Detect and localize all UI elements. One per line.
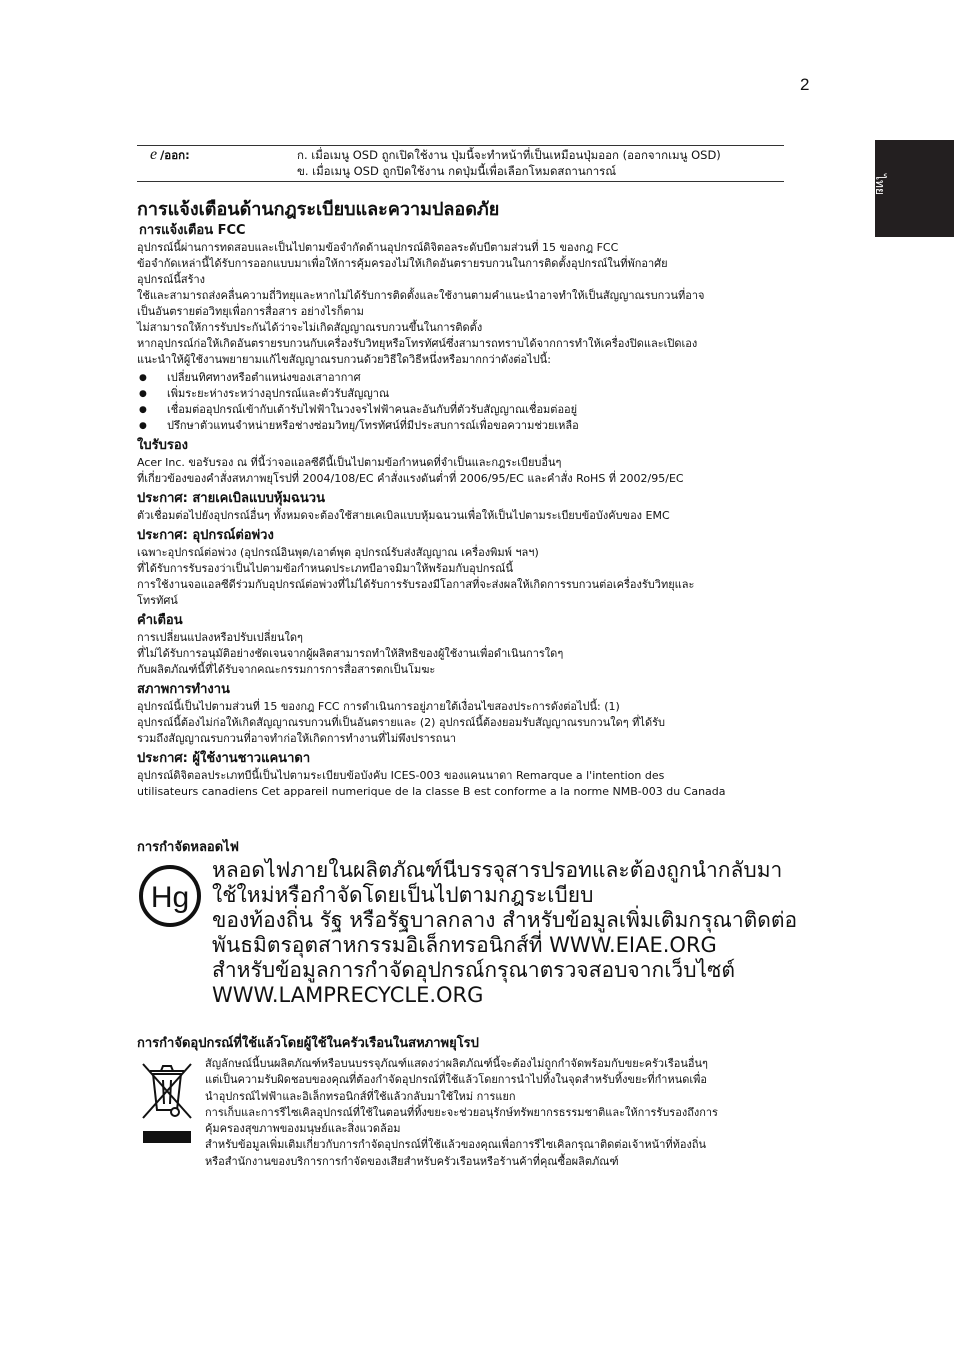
fcc-bullet-list: [137, 370, 797, 434]
body-line: utilisateurs canadiens Cet appareil numerique de la classe B est conforme a la norme NMB-003 du Canada: [137, 785, 726, 798]
body-line: ที่ได้รับการรับรองว่าเป็นไปตามข้อกำหนดประเภทบีอาจมิมาให้พร้อมกับอุปกรณ์นี้: [137, 562, 514, 575]
body-line: การเปลี่ยนแปลงหรือปรับเปลี่ยนใดๆ: [137, 631, 303, 644]
language-tab-label: ไทย: [873, 174, 887, 195]
osd-exit-table: [137, 145, 784, 182]
osd-description: [297, 147, 721, 179]
hg-label: Hg: [150, 881, 190, 914]
osd-line: ก. เมื่อเมนู OSD ถูกเปิดใช้งาน ปุ่มนี้จะทำหน้าที่เป็นเหมือนปุ่มออก (ออกจากเมนู OSD): [297, 148, 721, 162]
body-line: อุปกรณ์นี้สร้าง: [137, 273, 206, 286]
list-item: ● เพิ่มระยะห่างระหว่างอุปกรณ์และตัวรับสัญญาณ: [137, 386, 797, 402]
body-line: ใช้และสามารถส่งคลื่นความถี่วิทยุและหากไม่ได้รับการติดตั้งและใช้งานตามคำแนะนำอาจทำให้เป็นสัญญาณรบกวนที่อาจ: [137, 289, 705, 302]
body-line: เฉพาะอุปกรณ์ต่อพ่วง (อุปกรณ์อินพุต/เอาต์พุต อุปกรณ์รับส่งสัญญาณ เครื่องพิมพ์ ฯลฯ): [137, 546, 539, 559]
weee-body: [205, 1056, 795, 1170]
body-line: นำอุปกรณ์ไฟฟ้าและอิเล็กทรอนิกส์ที่ใช้แล้วกลับมาใช้ใหม่ การแยก: [205, 1089, 516, 1103]
list-item: ● เชื่อมต่ออุปกรณ์เข้ากับเต้ารับไฟฟ้าในวงจรไฟฟ้าคนละอันกับที่ตัวรับสัญญาณเชื่อมต่ออยู่: [137, 402, 797, 418]
caution-heading: คำเตือน: [137, 613, 183, 628]
lamp-line: ใช้ใหม่หรือกำจัดโดยเป็นไปตามกฎระเบียบ: [212, 883, 594, 907]
osd-key-cell: [137, 147, 297, 179]
body-line: หากอุปกรณ์ก่อให้เกิดอันตรายรบกวนกับเครื่องรับวิทยุหรือโทรทัศน์ซึ่งสามารถทราบได้จากการทำให้เครื่องปิดและเปิดเอง: [137, 337, 698, 350]
body-line: สัญลักษณ์นี้บนผลิตภัณฑ์หรือบนบรรจุภัณฑ์แสดงว่าผลิตภัณฑ์นี้จะต้องไม่ถูกกำจัดพร้อมกับขยะครัวเรือนอื่นๆ: [205, 1057, 708, 1070]
body-line: กับผลิตภัณฑ์นี้ที่ได้รับจากคณะกรรมการการสื่อสารตกเป็นโมฆะ: [137, 663, 436, 676]
body-line: เป็นอันตรายต่อวิทยุเพื่อการสื่อสาร อย่างไรก็ตาม: [137, 305, 364, 318]
list-item: ● ปรึกษาตัวแทนจำหน่ายหรือช่างซ่อมวิทยุ/โทรทัศน์ที่มีประสบการณ์เพื่อขอความช่วยเหลือ: [137, 418, 797, 434]
weee-bar-symbol: [143, 1131, 191, 1143]
body-line: ตัวเชื่อมต่อไปยังอุปกรณ์อื่นๆ ทั้งหมดจะต้องใช้สายเคเบิลแบบหุ้มฉนวนเพื่อให้เป็นไปตามระเบียบข้อบังคับของ EMC: [137, 509, 670, 522]
crossed-bin-icon: [139, 1058, 195, 1124]
page-number: 2: [800, 75, 810, 94]
body-line: ที่ไม่ได้รับการอนุมัติอย่างชัดเจนจากผู้ผลิตสามารถทำให้สิทธิของผู้ใช้งานเพื่อดำเนินการใดๆ: [137, 647, 564, 660]
operation-heading: สภาพการทำงาน: [137, 682, 230, 697]
lamp-line: WWW.LAMPRECYCLE.ORG: [212, 983, 484, 1007]
fcc-heading: การแจ้งเตือน FCC: [139, 223, 246, 238]
certification-heading: ใบรับรอง: [137, 438, 188, 453]
body-line: อุปกรณ์นี้เป็นไปตามส่วนที่ 15 ของกฎ FCC การดำเนินการอยู่ภายใต้เงื่อนไขสองประการดังต่อไปนี้: (1): [137, 700, 620, 713]
page-title: การแจ้งเตือนด้านกฎระเบียบและความปลอดภัย: [137, 199, 500, 220]
weee-heading: การกำจัดอุปกรณ์ที่ใช้แล้วโดยผู้ใช้ในครัวเรือนในสหภาพยุโรป: [137, 1036, 479, 1051]
body-line: แนะนำให้ผู้ใช้งานพยายามแก้ไขสัญญาณรบกวนด้วยวิธีใดวิธีหนึ่งหรือมากกว่าดังต่อไปนี้:: [137, 353, 551, 366]
list-item: ● เปลี่ยนทิศทางหรือตำแหน่งของเสาอากาศ: [137, 370, 797, 386]
body-line: อุปกรณ์นี้ผ่านการทดสอบและเป็นไปตามข้อจำกัดด้านอุปกรณ์ดิจิตอลระดับบีตามส่วนที่ 15 ของกฎ FCC: [137, 241, 619, 254]
language-side-tab: [875, 140, 954, 237]
osd-line: ข. เมื่อเมนู OSD ถูกปิดใช้งาน กดปุ่มนี้เพื่อเลือกโหมดสถานการณ์: [297, 164, 616, 178]
body-line: Acer Inc. ขอรับรอง ณ ที่นี้ว่าจอแอลซีดีนี้เป็นไปตามข้อกำหนดที่จำเป็นและกฎระเบียบอื่นๆ: [137, 456, 562, 469]
body-line: รวมถึงสัญญาณรบกวนที่อาจทำก่อให้เกิดการทำงานที่ไม่พึงปรารถนา: [137, 732, 457, 745]
lamp-line: หลอดไฟภายในผลิตภัณฑ์นีบรรจุสารปรอทและต้องถูกนำกลับมา: [212, 858, 783, 882]
fcc-body: [137, 240, 797, 368]
body-line: ข้อจำกัดเหล่านี้ได้รับการออกแบบมาเพื่อให้การคุ้มครองไม่ให้เกิดอันตรายรบกวนในการติดตั้งอุปกรณ์ในที่พักอาศัย: [137, 257, 668, 270]
exit-e-icon: e: [150, 146, 158, 163]
canada-heading: ประกาศ: ผู้ใช้งานชาวแคนาดา: [137, 751, 311, 766]
mercury-hg-icon: [138, 864, 202, 928]
body-line: การใช้งานจอแอลซีดีร่วมกับอุปกรณ์ต่อพ่วงที่ไม่ได้รับการรับรองมีโอกาสที่จะส่งผลให้เกิดการรบกวนต่อเครื่องรับวิทยุและ: [137, 578, 695, 591]
regulatory-content: [137, 198, 797, 800]
body-line: หรือสำนักงานของบริการการกำจัดของเสียสำหรับครัวเรือนหรือร้านค้าที่คุณซื้อผลิตภัณฑ์: [205, 1154, 619, 1168]
body-line: การเก็บและการรีไซเคิลอุปกรณ์ที่ใช้ในตอนที่ทิ้งขยะจะช่วยอนุรักษ์ทรัพยากรธรรมชาติและให้การรับรองถึงการ: [205, 1105, 718, 1119]
body-line: อุปกรณ์นี้ต้องไม่ก่อให้เกิดสัญญาณรบกวนที่เป็นอันตรายและ (2) อุปกรณ์นี้ต้องยอมรับสัญญาณรบกวนใดๆ ที่ได้รับ: [137, 716, 665, 729]
body-line: โทรทัศน์: [137, 594, 178, 607]
lamp-disposal-heading: การกำจัดหลอดไฟ: [137, 840, 239, 855]
body-line: ไม่สามารถให้การรับประกันได้ว่าจะไม่เกิดสัญญาณรบกวนขึ้นในการติดตั้ง: [137, 321, 483, 334]
body-line: อุปกรณ์ดิจิตอลประเภทบีนี้เป็นไปตามระเบียบข้อบังคับ ICES-003 ของแคนนาดา Remarque a l'intention des: [137, 769, 665, 782]
peripheral-heading: ประกาศ: อุปกรณ์ต่อพ่วง: [137, 528, 274, 543]
shielded-cable-heading: ประกาศ: สายเคเบิลแบบหุ้มฉนวน: [137, 491, 325, 506]
body-line: ที่เกี่ยวข้องของคำสั่งสหภาพยุโรปที่ 2004/108/EC คำสั่งแรงดันต่ำที่ 2006/95/EC และคำสั่ง RoHS ที่ 2002/95/EC: [137, 472, 684, 485]
lamp-disposal-text: [212, 858, 832, 1008]
body-line: คุ้มครองสุขภาพของมนุษย์และสิ่งแวดล้อม: [205, 1122, 401, 1136]
lamp-line: สำหรับข้อมูลการกำจัดอุปกรณ์กรุณาตรวจสอบจากเว็บไซต์: [212, 958, 736, 982]
osd-key-label: /ออก:: [160, 148, 190, 162]
body-line: แต่เป็นความรับผิดชอบของคุณที่ต้องกำจัดอุปกรณ์ที่ใช้แล้วโดยการนำไปทิ้งในจุดสำหรับทิ้งขยะที่กำหนดเพื่อ: [205, 1073, 708, 1087]
lamp-line: ของท้องถิ่น รัฐ หรือรัฐบาลกลาง สำหรับข้อมูลเพิ่มเติมกรุณาติดต่อ: [212, 908, 798, 932]
body-line: สำหรับข้อมูลเพิ่มเติมเกี่ยวกับการกำจัดอุปกรณ์ที่ใช้แล้วของคุณเพื่อการรีไซเคิลกรุณาติดต่อเจ้าหน้าที่ท้องถิ่น: [205, 1138, 707, 1152]
lamp-line: พันธมิตรอุตสาหกรรมอิเล็กทรอนิกส์ที่ WWW.EIAE.ORG: [212, 933, 717, 957]
